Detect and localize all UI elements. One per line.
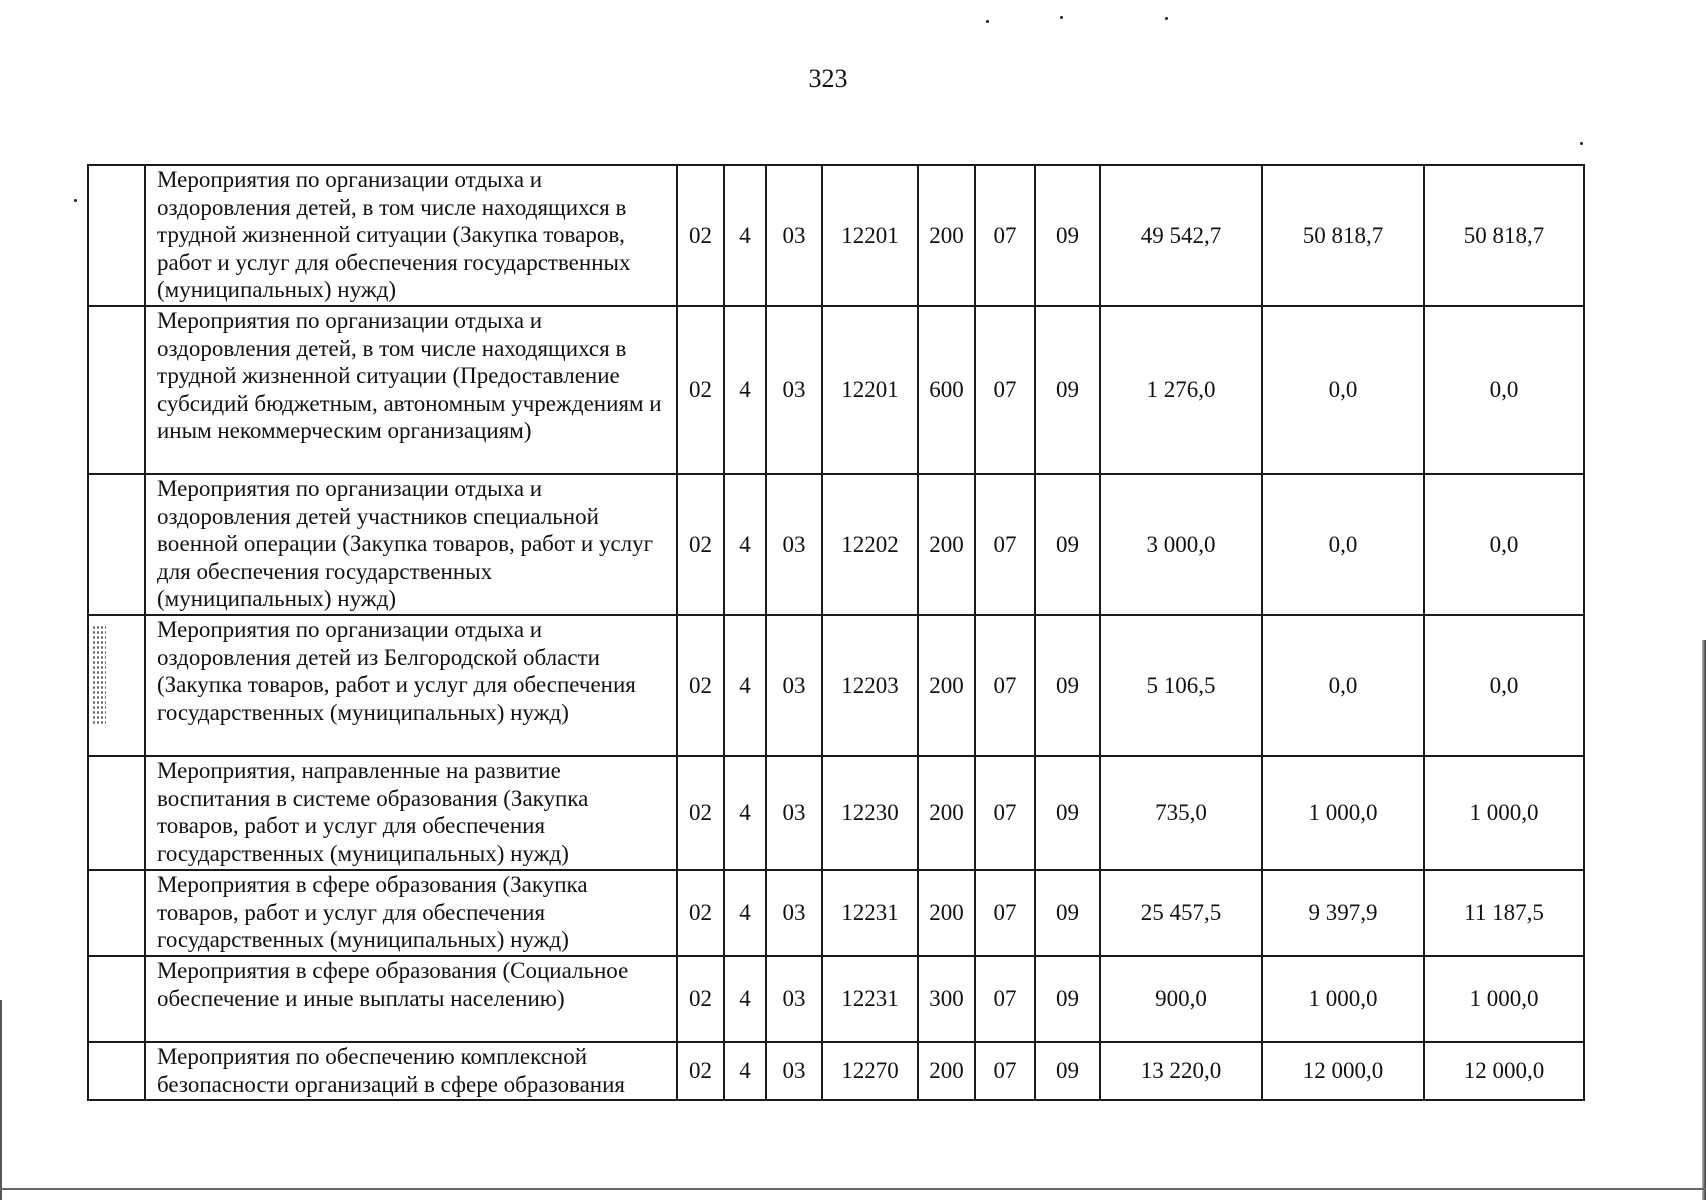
subprogram-code: 4 bbox=[724, 756, 766, 870]
expense-name: Мероприятия, направленные на развитие воспитания в системе образования (Закупка товаров, работ и услуг для обеспечения государственных (муниципальных) нужд) bbox=[145, 756, 677, 870]
amount-year-2: 12 000,0 bbox=[1262, 1042, 1424, 1100]
subprogram-code: 4 bbox=[724, 165, 766, 306]
expense-name: Мероприятия по организации отдыха и оздоровления детей из Белгородской области (Закупка товаров, работ и услуг для обеспечения государственных (муниципальных) нужд) bbox=[145, 615, 677, 756]
amount-year-3: 0,0 bbox=[1424, 615, 1584, 756]
expense-name: Мероприятия в сфере образования (Закупка товаров, работ и услуг для обеспечения государственных (муниципальных) нужд) bbox=[145, 870, 677, 956]
measure-code: 03 bbox=[766, 165, 822, 306]
program-code: 02 bbox=[677, 306, 724, 474]
amount-year-1: 900,0 bbox=[1100, 956, 1262, 1042]
measure-code: 03 bbox=[766, 615, 822, 756]
section-code: 07 bbox=[975, 306, 1035, 474]
subsection-code: 09 bbox=[1035, 474, 1100, 615]
scan-edge-right bbox=[1702, 640, 1706, 1200]
direction-code: 12231 bbox=[822, 956, 918, 1042]
scan-speck bbox=[1060, 16, 1063, 19]
table-row bbox=[88, 615, 1584, 756]
direction-code: 12202 bbox=[822, 474, 918, 615]
direction-code: 12201 bbox=[822, 165, 918, 306]
expense-type-code: 200 bbox=[918, 615, 975, 756]
table-row bbox=[88, 756, 1584, 870]
amount-year-2: 1 000,0 bbox=[1262, 956, 1424, 1042]
amount-year-2: 1 000,0 bbox=[1262, 756, 1424, 870]
row-marker-cell bbox=[88, 615, 145, 756]
row-marker-cell bbox=[88, 870, 145, 956]
table-row bbox=[88, 306, 1584, 474]
subprogram-code: 4 bbox=[724, 870, 766, 956]
subprogram-code: 4 bbox=[724, 1042, 766, 1100]
measure-code: 03 bbox=[766, 870, 822, 956]
direction-code: 12270 bbox=[822, 1042, 918, 1100]
section-code: 07 bbox=[975, 165, 1035, 306]
subprogram-code: 4 bbox=[724, 306, 766, 474]
row-marker-cell bbox=[88, 956, 145, 1042]
expense-type-code: 200 bbox=[918, 756, 975, 870]
amount-year-2: 0,0 bbox=[1262, 474, 1424, 615]
row-marker-cell bbox=[88, 165, 145, 306]
row-marker-cell bbox=[88, 474, 145, 615]
measure-code: 03 bbox=[766, 756, 822, 870]
subsection-code: 09 bbox=[1035, 756, 1100, 870]
amount-year-3: 12 000,0 bbox=[1424, 1042, 1584, 1100]
row-marker-cell bbox=[88, 306, 145, 474]
program-code: 02 bbox=[677, 615, 724, 756]
expense-type-code: 300 bbox=[918, 956, 975, 1042]
subsection-code: 09 bbox=[1035, 165, 1100, 306]
program-code: 02 bbox=[677, 756, 724, 870]
amount-year-1: 5 106,5 bbox=[1100, 615, 1262, 756]
measure-code: 03 bbox=[766, 306, 822, 474]
expense-type-code: 600 bbox=[918, 306, 975, 474]
amount-year-1: 25 457,5 bbox=[1100, 870, 1262, 956]
program-code: 02 bbox=[677, 165, 724, 306]
section-code: 07 bbox=[975, 1042, 1035, 1100]
direction-code: 12230 bbox=[822, 756, 918, 870]
subsection-code: 09 bbox=[1035, 956, 1100, 1042]
scan-speck bbox=[74, 199, 77, 202]
measure-code: 03 bbox=[766, 474, 822, 615]
amount-year-1: 49 542,7 bbox=[1100, 165, 1262, 306]
amount-year-1: 13 220,0 bbox=[1100, 1042, 1262, 1100]
expense-type-code: 200 bbox=[918, 474, 975, 615]
page-number: 323 bbox=[808, 64, 848, 93]
table-row bbox=[88, 956, 1584, 1042]
scan-edge-left bbox=[0, 1000, 2, 1200]
program-code: 02 bbox=[677, 870, 724, 956]
amount-year-3: 50 818,7 bbox=[1424, 165, 1584, 306]
expense-type-code: 200 bbox=[918, 870, 975, 956]
table-row bbox=[88, 1042, 1584, 1100]
scan-speck bbox=[986, 20, 989, 23]
direction-code: 12203 bbox=[822, 615, 918, 756]
section-code: 07 bbox=[975, 756, 1035, 870]
section-code: 07 bbox=[975, 615, 1035, 756]
section-code: 07 bbox=[975, 956, 1035, 1042]
direction-code: 12201 bbox=[822, 306, 918, 474]
expense-name: Мероприятия по организации отдыха и оздоровления детей, в том числе находящихся в трудной жизненной ситуации (Предоставление субсидий бюджетным, автономным учреждениям и иным некоммерческим организациям) bbox=[145, 306, 677, 474]
subprogram-code: 4 bbox=[724, 474, 766, 615]
row-marker-cell bbox=[88, 756, 145, 870]
amount-year-2: 0,0 bbox=[1262, 306, 1424, 474]
amount-year-2: 0,0 bbox=[1262, 615, 1424, 756]
subprogram-code: 4 bbox=[724, 615, 766, 756]
table-row bbox=[88, 870, 1584, 956]
table-row bbox=[88, 165, 1584, 306]
direction-code: 12231 bbox=[822, 870, 918, 956]
expense-type-code: 200 bbox=[918, 165, 975, 306]
measure-code: 03 bbox=[766, 1042, 822, 1100]
subprogram-code: 4 bbox=[724, 956, 766, 1042]
measure-code: 03 bbox=[766, 956, 822, 1042]
expense-type-code: 200 bbox=[918, 1042, 975, 1100]
subsection-code: 09 bbox=[1035, 870, 1100, 956]
scan-speck bbox=[1580, 142, 1583, 145]
scan-speck bbox=[1165, 17, 1168, 20]
amount-year-1: 1 276,0 bbox=[1100, 306, 1262, 474]
scan-edge-bottom bbox=[0, 1188, 1706, 1190]
expense-name: Мероприятия в сфере образования (Социальное обеспечение и иные выплаты населению) bbox=[145, 956, 677, 1042]
amount-year-2: 9 397,9 bbox=[1262, 870, 1424, 956]
expense-name: Мероприятия по обеспечению комплексной безопасности организаций в сфере образования bbox=[145, 1042, 677, 1100]
budget-table bbox=[87, 164, 1585, 1101]
subsection-code: 09 bbox=[1035, 306, 1100, 474]
section-code: 07 bbox=[975, 474, 1035, 615]
amount-year-1: 735,0 bbox=[1100, 756, 1262, 870]
amount-year-3: 1 000,0 bbox=[1424, 756, 1584, 870]
program-code: 02 bbox=[677, 474, 724, 615]
expense-name: Мероприятия по организации отдыха и оздоровления детей участников специальной военной операции (Закупка товаров, работ и услуг для обеспечения государственных (муниципальных) нужд) bbox=[145, 474, 677, 615]
amount-year-3: 1 000,0 bbox=[1424, 956, 1584, 1042]
amount-year-1: 3 000,0 bbox=[1100, 474, 1262, 615]
amount-year-2: 50 818,7 bbox=[1262, 165, 1424, 306]
subsection-code: 09 bbox=[1035, 615, 1100, 756]
amount-year-3: 0,0 bbox=[1424, 474, 1584, 615]
table-row bbox=[88, 474, 1584, 615]
section-code: 07 bbox=[975, 870, 1035, 956]
subsection-code: 09 bbox=[1035, 1042, 1100, 1100]
expense-name: Мероприятия по организации отдыха и оздоровления детей, в том числе находящихся в трудной жизненной ситуации (Закупка товаров, работ и услуг для обеспечения государственных (муниципальных) нужд) bbox=[145, 165, 677, 306]
row-marker-cell bbox=[88, 1042, 145, 1100]
amount-year-3: 11 187,5 bbox=[1424, 870, 1584, 956]
amount-year-3: 0,0 bbox=[1424, 306, 1584, 474]
program-code: 02 bbox=[677, 956, 724, 1042]
program-code: 02 bbox=[677, 1042, 724, 1100]
